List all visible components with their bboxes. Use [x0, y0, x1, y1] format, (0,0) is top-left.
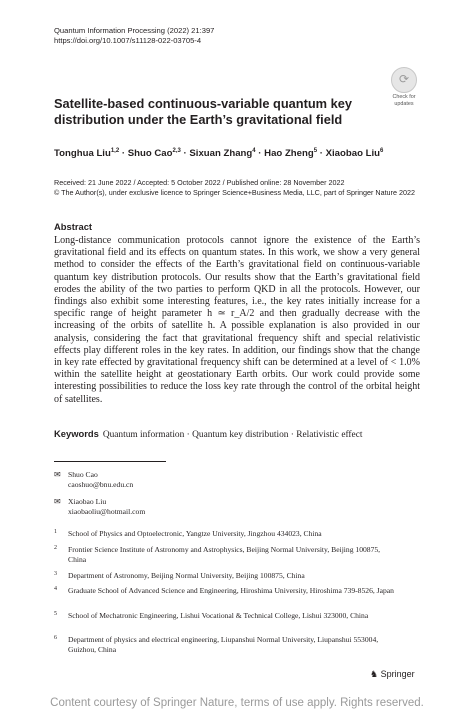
- author-separator: ·: [255, 148, 265, 160]
- affiliation-number: 6: [54, 635, 57, 641]
- footnote-divider: [54, 461, 166, 462]
- author-name[interactable]: Tonghua Liu: [54, 148, 111, 160]
- springer-horse-icon: ♞: [370, 669, 379, 679]
- affiliation-number: 3: [54, 571, 57, 577]
- affiliation-text: School of Physics and Optoelectronic, Yangtze University, Jingzhou 434023, China: [68, 529, 322, 538]
- copyright-footer: Content courtesy of Springer Nature, terms of use apply. Rights reserved.: [50, 697, 424, 709]
- author-affiliation-marker: 4: [252, 148, 256, 154]
- author-name[interactable]: Sixuan Zhang: [189, 148, 253, 160]
- affiliation-text: Department of Astronomy, Beijing Normal University, Beijing 100875, China: [68, 571, 305, 580]
- author-name[interactable]: Xiaobao Liu: [325, 148, 380, 160]
- author-affiliation-marker: 6: [379, 148, 384, 154]
- author-affiliation-marker: 2,3: [172, 148, 181, 154]
- affiliation-text: School of Mechatronic Engineering, Lishui Vocational & Technical College, Lishui 323000, China: [68, 611, 369, 620]
- copyright-line: © The Author(s), under exclusive licence to Springer Science+Business Media, LLC, part of Springer Nature 2022: [54, 188, 415, 197]
- dates-line: Received: 21 June 2022 / Accepted: 5 October 2022 / Published online: 28 November 2022: [54, 178, 345, 187]
- keywords-text: Quantum information · Quantum key distribution · Relativistic effect: [102, 430, 363, 440]
- badge-line2: updates: [394, 101, 414, 107]
- correspondence-name: Xiaobao Liu: [68, 497, 107, 506]
- correspondence-email[interactable]: xiaobaoliu@hotmail.com: [68, 507, 146, 516]
- author-separator: ·: [119, 148, 128, 160]
- abstract-text: Long-distance communication protocols cannot ignore the existence of the Earth’s gravitational field and its effects on quantum states. In this work, we show a very general method to consider the effects of the Earth’s gravitational field on continuous-variable quantum key distribution protocols. Our results show that the Earth’s gravitational field erodes the ability of the two parties to perform QKD in all the protocols. However, our findings also exhibit some interesting features, i.e., the key rates initially increase for a specific range of height parameter h ≃ r_A/2 and then gradually decrease with the increasing of the orbits of satellite h. A possible explanation is also provided in our analysis, considering the fact that gravitational frequency shift and special relativistic effects play different roles in the key rates. In addition, our findings show that the change in key rate effected by gravitational frequency shift can be determined at a level of < 1.0% within the satellite height at geostationary Earth orbits. Our work could provide some interesting possibilities to reduce the loss key rate through the control of the orbital height of satellites.: [54, 235, 420, 405]
- affiliation-text: Frontier Science Institute of Astronomy and Astrophysics, Beijing Normal University, Beijing 100875, China: [68, 545, 381, 564]
- author-affiliation-marker: 1,2: [110, 148, 120, 154]
- envelope-icon: ✉: [54, 470, 61, 479]
- keywords-label: Keywords: [54, 428, 99, 439]
- affiliation-number: 5: [54, 611, 57, 617]
- envelope-icon: ✉: [54, 497, 61, 506]
- author-affiliation-marker: 5: [313, 148, 318, 154]
- affiliation-number: 2: [54, 545, 57, 551]
- paper-title: Satellite-based continuous-variable quantum key distribution under the Earth’s gravitational field: [54, 96, 352, 127]
- journal-citation: Quantum Information Processing (2022) 21:397: [54, 26, 215, 35]
- author-list: [54, 148, 383, 159]
- affiliation-text: Department of physics and electrical engineering, Liupanshui Normal University, Liupanshui 553004, Guizhou, China: [68, 635, 379, 654]
- author-name[interactable]: Hao Zheng: [264, 148, 314, 160]
- publisher-logo: [370, 669, 415, 680]
- correspondence-email[interactable]: caoshuo@bnu.edu.cn: [68, 480, 134, 489]
- author-name[interactable]: Shuo Cao: [127, 148, 173, 160]
- journal-info: [54, 26, 214, 46]
- author-separator: ·: [180, 148, 190, 160]
- check-for-updates-icon: ⟳: [391, 67, 417, 93]
- affiliation-number: 4: [54, 586, 57, 592]
- affiliation-text: Graduate School of Advanced Science and Engineering, Hiroshima University, Hiroshima 739-8526, Japan: [68, 586, 394, 595]
- affiliation-number: 1: [54, 529, 57, 535]
- correspondence-name: Shuo Cao: [68, 470, 98, 479]
- keywords: [54, 428, 362, 440]
- abstract-heading: Abstract: [54, 221, 93, 232]
- author-separator: ·: [317, 148, 326, 160]
- publisher-name: Springer: [380, 669, 415, 679]
- check-for-updates-badge[interactable]: [389, 67, 419, 107]
- badge-line1: Check for: [392, 94, 416, 100]
- doi-link[interactable]: https://doi.org/10.1007/s11128-022-03705-4: [54, 36, 202, 45]
- publication-dates: [54, 178, 415, 198]
